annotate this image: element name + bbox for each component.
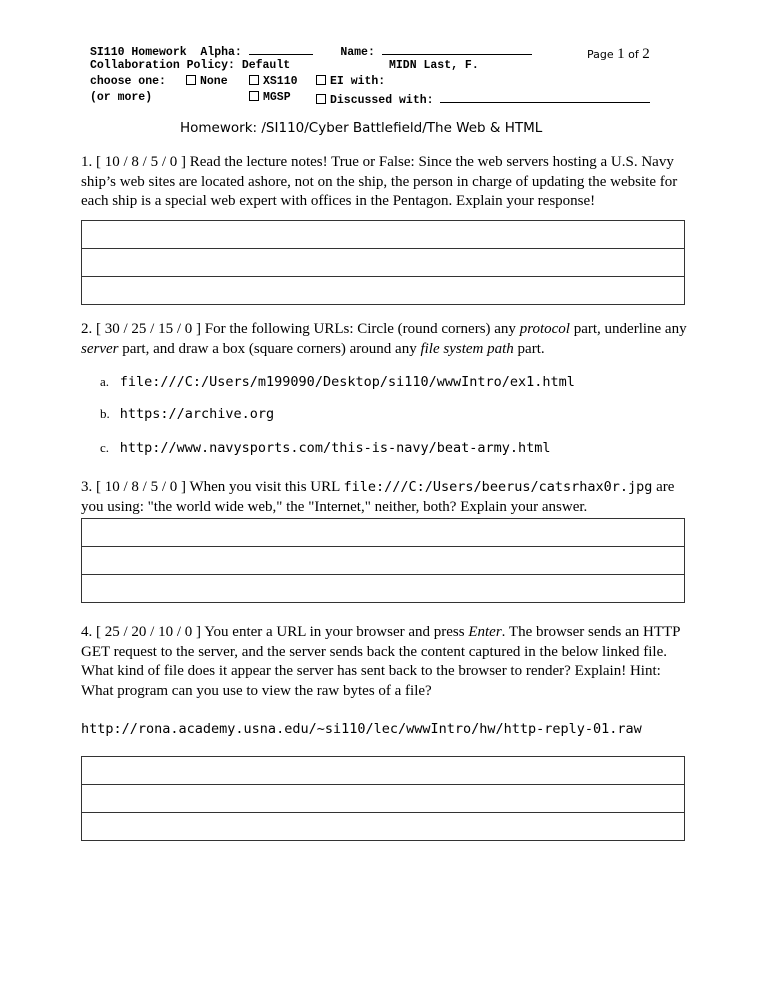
answer-box-q4[interactable] bbox=[81, 756, 685, 841]
url-item-a: a. file:///C:/Users/m199090/Desktop/si110/wwwIntro/ex1.html bbox=[100, 374, 575, 390]
collab-policy: Collaboration Policy: Default bbox=[90, 59, 291, 72]
choose-one-label: choose one: bbox=[90, 75, 166, 88]
question-1: 1. [ 10 / 8 / 5 / 0 ] Read the lecture notes! True or False: Since the web servers hosting a U.S. Navy ship’s web sites are located ashore, not on the ship, the person in charge of updating the website for each ship is a special web expert with offices in the Pentagon. Explain your response! bbox=[81, 154, 678, 209]
url-item-c: c. http://www.navysports.com/this-is-navy/beat-army.html bbox=[100, 440, 551, 456]
course-label: SI110 Homework Alpha: bbox=[90, 46, 242, 59]
answer-line[interactable] bbox=[82, 757, 684, 785]
answer-line[interactable] bbox=[82, 249, 684, 277]
answer-line[interactable] bbox=[82, 785, 684, 813]
option-discussed[interactable]: Discussed with: bbox=[316, 90, 650, 109]
page-indicator: Page 1 of 2 bbox=[587, 46, 650, 62]
or-more-label: (or more) bbox=[90, 91, 153, 104]
url-item-b: b. https://archive.org bbox=[100, 406, 275, 422]
question-2: 2. [ 30 / 25 / 15 / 0 ] For the following URLs: Circle (round corners) any protocol part, underline any server part, and draw a box (square corners) around any file system path part. bbox=[81, 321, 687, 357]
option-mgsp[interactable]: MGSP bbox=[249, 90, 291, 106]
name-blank[interactable] bbox=[382, 42, 532, 55]
answer-box-q1[interactable] bbox=[81, 220, 685, 305]
midn-name: MIDN Last, F. bbox=[389, 59, 479, 72]
q4-url[interactable]: http://rona.academy.usna.edu/~si110/lec/wwwIntro/hw/http-reply-01.raw bbox=[81, 721, 642, 737]
homework-title: Homework: /SI110/Cyber Battlefield/The Web & HTML bbox=[180, 120, 543, 136]
answer-box-q3[interactable] bbox=[81, 518, 685, 603]
checkbox-discussed[interactable] bbox=[316, 94, 326, 104]
checkbox-none[interactable] bbox=[186, 75, 196, 85]
answer-line[interactable] bbox=[82, 813, 684, 840]
option-xs110[interactable]: XS110 bbox=[249, 74, 298, 90]
checkbox-ei[interactable] bbox=[316, 75, 326, 85]
checkbox-xs110[interactable] bbox=[249, 75, 259, 85]
answer-line[interactable] bbox=[82, 519, 684, 547]
discussed-with-blank[interactable] bbox=[440, 90, 650, 103]
answer-line[interactable] bbox=[82, 277, 684, 304]
option-ei[interactable]: EI with: bbox=[316, 74, 385, 90]
q3-url: file:///C:/Users/beerus/catsrhax0r.jpg bbox=[343, 479, 653, 495]
option-none[interactable]: None bbox=[186, 74, 228, 90]
name-label: Name: bbox=[340, 46, 375, 59]
checkbox-mgsp[interactable] bbox=[249, 91, 259, 101]
question-3: 3. [ 10 / 8 / 5 / 0 ] When you visit this URL file:///C:/Users/beerus/catsrhax0r.jpg are you using: "the world wide web," the "Internet," neither, both? Explain your answer. bbox=[81, 479, 675, 515]
answer-line[interactable] bbox=[82, 547, 684, 575]
answer-line[interactable] bbox=[82, 221, 684, 249]
alpha-blank[interactable] bbox=[249, 42, 313, 55]
answer-line[interactable] bbox=[82, 575, 684, 602]
question-4: 4. [ 25 / 20 / 10 / 0 ] You enter a URL in your browser and press Enter. The browser sends an HTTP GET request to the server, and the server sends back the content captured in the below linked file. What kind of file does it appear the server has sent back to the browser to render? Explain! Hint: What program can you use to view the raw bytes of a file? bbox=[81, 624, 680, 699]
